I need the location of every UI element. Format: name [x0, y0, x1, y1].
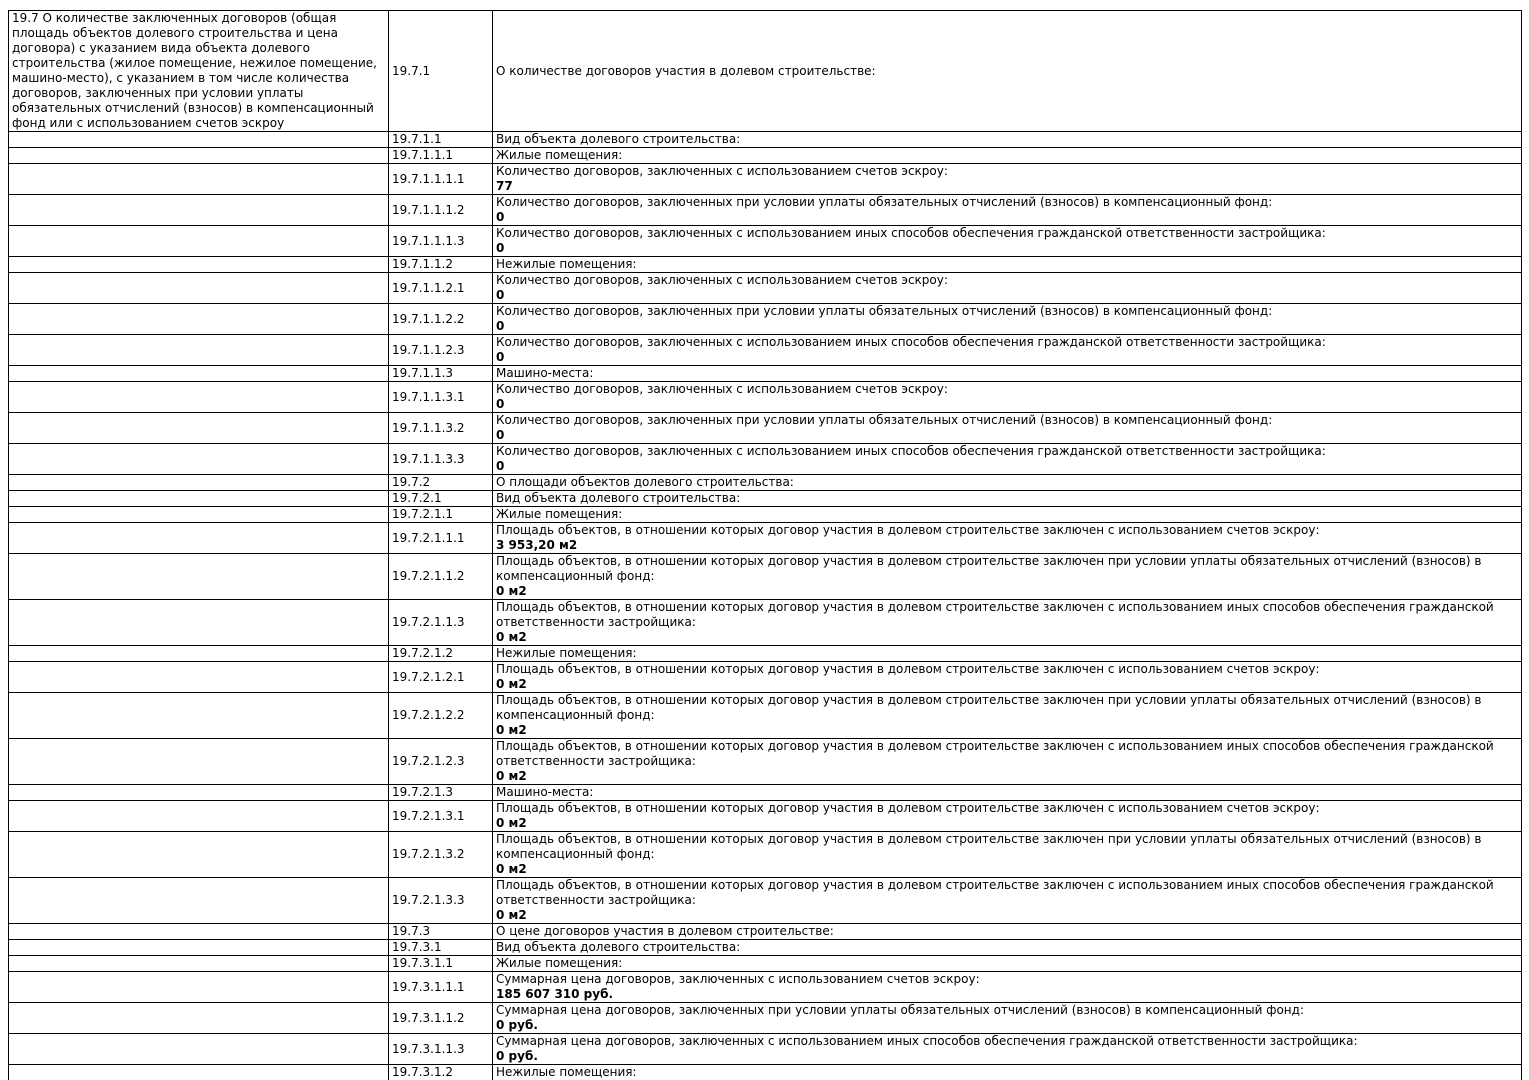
table-row: [9, 662, 1522, 693]
row-code: 19.7.1.1.2.2: [389, 304, 493, 335]
table-row: [9, 257, 1522, 273]
row-code: 19.7.2.1.1.2: [389, 554, 493, 600]
section-description-cell: [9, 1003, 389, 1034]
section-description-cell: [9, 1065, 389, 1080]
row-value: 0: [496, 288, 505, 302]
row-label: Площадь объектов, в отношении которых договор участия в долевом строительстве заключен с использованием иных способов обеспечения гражданской ответственности застройщика:: [496, 739, 1494, 768]
row-value: 0 м2: [496, 816, 527, 830]
row-code: 19.7.3.1.1: [389, 956, 493, 972]
row-value: 0: [496, 210, 505, 224]
row-label: Суммарная цена договоров, заключенных при условии уплаты обязательных отчислений (взносов) в компенсационный фонд:: [496, 1003, 1304, 1017]
row-value: 0 руб.: [496, 1049, 538, 1063]
section-description-cell: [9, 523, 389, 554]
row-label: Вид объекта долевого строительства:: [496, 491, 741, 505]
row-code: 19.7.2.1: [389, 491, 493, 507]
row-label: Вид объекта долевого строительства:: [496, 940, 741, 954]
row-content-cell: [493, 413, 1522, 444]
row-value: 0 м2: [496, 630, 527, 644]
row-code: 19.7.2.1.2.1: [389, 662, 493, 693]
row-label: Площадь объектов, в отношении которых договор участия в долевом строительстве заключен при условии уплаты обязательных отчислений (взносов) в компенсационный фонд:: [496, 554, 1482, 583]
table-row: [9, 972, 1522, 1003]
row-value: 0: [496, 428, 505, 442]
row-label: Количество договоров, заключенных с использованием иных способов обеспечения гражданской ответственности застройщика:: [496, 444, 1326, 458]
table-row: [9, 924, 1522, 940]
row-content-cell: [493, 600, 1522, 646]
row-label: Жилые помещения:: [496, 507, 623, 521]
table-row: [9, 164, 1522, 195]
row-label: Площадь объектов, в отношении которых договор участия в долевом строительстве заключен с использованием счетов эскроу:: [496, 801, 1320, 815]
row-value: 0 м2: [496, 677, 527, 691]
row-code: 19.7.2.1.1.3: [389, 600, 493, 646]
section-description-cell: [9, 1034, 389, 1065]
section-description-cell: [9, 739, 389, 785]
row-value: 0 м2: [496, 723, 527, 737]
row-code: 19.7.1.1.1.3: [389, 226, 493, 257]
disclosure-table-body: [9, 11, 1522, 1080]
row-content-cell: [493, 366, 1522, 382]
table-row: [9, 382, 1522, 413]
row-label: Жилые помещения:: [496, 148, 623, 162]
section-description-cell: [9, 940, 389, 956]
row-code: 19.7.1.1.1.1: [389, 164, 493, 195]
row-content-cell: [493, 878, 1522, 924]
section-description-cell: [9, 832, 389, 878]
disclosure-table: [8, 10, 1522, 1080]
section-description-cell: [9, 600, 389, 646]
section-description-cell: [9, 491, 389, 507]
row-content-cell: [493, 475, 1522, 491]
row-code: 19.7.1.1.1: [389, 148, 493, 164]
row-code: 19.7.1.1: [389, 132, 493, 148]
row-code: 19.7.3.1: [389, 940, 493, 956]
row-content-cell: [493, 382, 1522, 413]
table-row: [9, 940, 1522, 956]
table-row: [9, 304, 1522, 335]
row-content-cell: [493, 801, 1522, 832]
row-label: О количестве договоров участия в долевом строительстве:: [496, 63, 876, 78]
section-description-cell: [9, 304, 389, 335]
row-label: Жилые помещения:: [496, 956, 623, 970]
section-description-cell: [9, 878, 389, 924]
row-code: 19.7.2.1.2.3: [389, 739, 493, 785]
section-description-cell: [9, 413, 389, 444]
table-row: [9, 600, 1522, 646]
row-label: Площадь объектов, в отношении которых договор участия в долевом строительстве заключен при условии уплаты обязательных отчислений (взносов) в компенсационный фонд:: [496, 832, 1482, 861]
row-content-cell: [493, 148, 1522, 164]
row-label: Машино-места:: [496, 366, 594, 380]
table-row: [9, 335, 1522, 366]
row-label: Количество договоров, заключенных с использованием счетов эскроу:: [496, 273, 948, 287]
row-label: О площади объектов долевого строительства:: [496, 475, 794, 489]
section-description-cell: [9, 226, 389, 257]
row-label: Количество договоров, заключенных с использованием иных способов обеспечения гражданской ответственности застройщика:: [496, 226, 1326, 240]
row-content-cell: [493, 226, 1522, 257]
row-content-cell: [493, 1003, 1522, 1034]
row-label: Вид объекта долевого строительства:: [496, 132, 741, 146]
row-content-cell: [493, 132, 1522, 148]
row-content-cell: [493, 523, 1522, 554]
row-code: 19.7.2.1.3: [389, 785, 493, 801]
table-row: [9, 646, 1522, 662]
section-description-cell: [9, 366, 389, 382]
row-content-cell: [493, 972, 1522, 1003]
table-row: [9, 507, 1522, 523]
section-description-cell: [9, 148, 389, 164]
section-description-cell: [9, 956, 389, 972]
section-description-cell: [9, 554, 389, 600]
table-row: [9, 878, 1522, 924]
row-code: 19.7.2: [389, 475, 493, 491]
row-value: 185 607 310 руб.: [496, 987, 614, 1001]
table-row: [9, 1034, 1522, 1065]
section-description-cell: [9, 382, 389, 413]
row-content-cell: [493, 273, 1522, 304]
row-content-cell: [493, 444, 1522, 475]
section-description-cell: [9, 646, 389, 662]
table-row: [9, 366, 1522, 382]
table-row: [9, 132, 1522, 148]
row-content-cell: [493, 491, 1522, 507]
row-label: Площадь объектов, в отношении которых договор участия в долевом строительстве заключен с использованием счетов эскроу:: [496, 662, 1320, 676]
row-content-cell: [493, 11, 1522, 132]
table-row: [9, 491, 1522, 507]
row-value: 0: [496, 241, 505, 255]
section-description-cell: [9, 475, 389, 491]
row-code: 19.7.1.1.2.3: [389, 335, 493, 366]
row-label: Нежилые помещения:: [496, 1065, 637, 1079]
section-description-cell: [9, 801, 389, 832]
row-code: 19.7.2.1.3.2: [389, 832, 493, 878]
row-code: 19.7.1.1.3.2: [389, 413, 493, 444]
row-value: 0 м2: [496, 862, 527, 876]
section-description-cell: [9, 273, 389, 304]
table-row: [9, 148, 1522, 164]
row-content-cell: [493, 662, 1522, 693]
row-content-cell: [493, 1034, 1522, 1065]
row-label: Количество договоров, заключенных с использованием счетов эскроу:: [496, 382, 948, 396]
section-description-cell: [9, 785, 389, 801]
row-label: Количество договоров, заключенных при условии уплаты обязательных отчислений (взносов) в компенсационный фонд:: [496, 195, 1273, 209]
row-label: Площадь объектов, в отношении которых договор участия в долевом строительстве заключен при условии уплаты обязательных отчислений (взносов) в компенсационный фонд:: [496, 693, 1482, 722]
row-code: 19.7.1.1.3: [389, 366, 493, 382]
page: [0, 10, 1529, 1080]
row-content-cell: [493, 646, 1522, 662]
row-code: 19.7.2.1.3.3: [389, 878, 493, 924]
section-description-cell: [9, 11, 389, 132]
row-label: Нежилые помещения:: [496, 646, 637, 660]
section-description-cell: [9, 257, 389, 273]
table-row: [9, 554, 1522, 600]
row-value: 0 м2: [496, 769, 527, 783]
row-label: Машино-места:: [496, 785, 594, 799]
table-row: [9, 475, 1522, 491]
table-row: [9, 444, 1522, 475]
table-row: [9, 832, 1522, 878]
row-code: 19.7.2.1.1: [389, 507, 493, 523]
row-code: 19.7.1.1.3.3: [389, 444, 493, 475]
row-label: Количество договоров, заключенных при условии уплаты обязательных отчислений (взносов) в компенсационный фонд:: [496, 304, 1273, 318]
row-label: Площадь объектов, в отношении которых договор участия в долевом строительстве заключен с использованием иных способов обеспечения гражданской ответственности застройщика:: [496, 600, 1494, 629]
row-code: 19.7.3.1.2: [389, 1065, 493, 1080]
row-code: 19.7.2.1.1.1: [389, 523, 493, 554]
row-value: 77: [496, 179, 513, 193]
section-description-cell: [9, 924, 389, 940]
row-code: 19.7.3.1.1.2: [389, 1003, 493, 1034]
row-content-cell: [493, 832, 1522, 878]
section-description-cell: [9, 693, 389, 739]
row-value: 0: [496, 319, 505, 333]
row-content-cell: [493, 304, 1522, 335]
row-code: 19.7.3: [389, 924, 493, 940]
row-content-cell: [493, 257, 1522, 273]
row-code: 19.7.3.1.1.1: [389, 972, 493, 1003]
table-row: [9, 195, 1522, 226]
row-code: 19.7.1.1.1.2: [389, 195, 493, 226]
table-row: [9, 413, 1522, 444]
row-content-cell: [493, 1065, 1522, 1080]
section-description-cell: [9, 444, 389, 475]
row-content-cell: [493, 739, 1522, 785]
row-value: 0: [496, 397, 505, 411]
table-row: [9, 956, 1522, 972]
section-description-cell: [9, 507, 389, 523]
row-content-cell: [493, 507, 1522, 523]
row-code: 19.7.1.1.2.1: [389, 273, 493, 304]
row-code: 19.7.1.1.3.1: [389, 382, 493, 413]
row-content-cell: [493, 956, 1522, 972]
row-value: 0 м2: [496, 908, 527, 922]
row-content-cell: [493, 335, 1522, 366]
row-label: О цене договоров участия в долевом строительстве:: [496, 924, 834, 938]
table-row: [9, 693, 1522, 739]
row-label: Суммарная цена договоров, заключенных с использованием иных способов обеспечения гражданской ответственности застройщика:: [496, 1034, 1358, 1048]
table-row: [9, 523, 1522, 554]
row-content-cell: [493, 785, 1522, 801]
row-label: Суммарная цена договоров, заключенных с использованием счетов эскроу:: [496, 972, 980, 986]
row-content-cell: [493, 940, 1522, 956]
row-value: 3 953,20 м2: [496, 538, 578, 552]
section-description-cell: [9, 132, 389, 148]
table-row: [9, 801, 1522, 832]
row-value: 0: [496, 459, 505, 473]
row-content-cell: [493, 924, 1522, 940]
row-code: 19.7.2.1.2.2: [389, 693, 493, 739]
row-value: 0: [496, 350, 505, 364]
row-content-cell: [493, 554, 1522, 600]
section-description-cell: [9, 335, 389, 366]
table-row: [9, 226, 1522, 257]
section-description-cell: [9, 972, 389, 1003]
section-description: 19.7 О количестве заключенных договоров (общая площадь объектов долевого строительства и цена договора) с указанием вида объекта долевого строительства (жилое помещение, нежилое помещение, машино-место), с указанием в том числе количества договоров, заключенных при условии уплаты обязательных отчислений (взносов) в компенсационный фонд или с использованием счетов эскроу: [12, 11, 377, 130]
section-description-cell: [9, 195, 389, 226]
row-label: Площадь объектов, в отношении которых договор участия в долевом строительстве заключен с использованием счетов эскроу:: [496, 523, 1320, 537]
table-row: [9, 739, 1522, 785]
section-description-cell: [9, 164, 389, 195]
row-label: Площадь объектов, в отношении которых договор участия в долевом строительстве заключен с использованием иных способов обеспечения гражданской ответственности застройщика:: [496, 878, 1494, 907]
section-description-cell: [9, 662, 389, 693]
row-label: Количество договоров, заключенных с использованием иных способов обеспечения гражданской ответственности застройщика:: [496, 335, 1326, 349]
row-code: 19.7.2.1.3.1: [389, 801, 493, 832]
table-row: [9, 11, 1522, 132]
row-content-cell: [493, 693, 1522, 739]
row-label: Нежилые помещения:: [496, 257, 637, 271]
table-row: [9, 785, 1522, 801]
table-row: [9, 1065, 1522, 1080]
row-code: 19.7.2.1.2: [389, 646, 493, 662]
table-row: [9, 1003, 1522, 1034]
row-code: 19.7.1.1.2: [389, 257, 493, 273]
row-code: 19.7.3.1.1.3: [389, 1034, 493, 1065]
row-value: 0 м2: [496, 584, 527, 598]
row-label: Количество договоров, заключенных с использованием счетов эскроу:: [496, 164, 948, 178]
row-label: Количество договоров, заключенных при условии уплаты обязательных отчислений (взносов) в компенсационный фонд:: [496, 413, 1273, 427]
row-content-cell: [493, 164, 1522, 195]
row-content-cell: [493, 195, 1522, 226]
table-row: [9, 273, 1522, 304]
row-value: 0 руб.: [496, 1018, 538, 1032]
row-code: 19.7.1: [389, 11, 493, 132]
